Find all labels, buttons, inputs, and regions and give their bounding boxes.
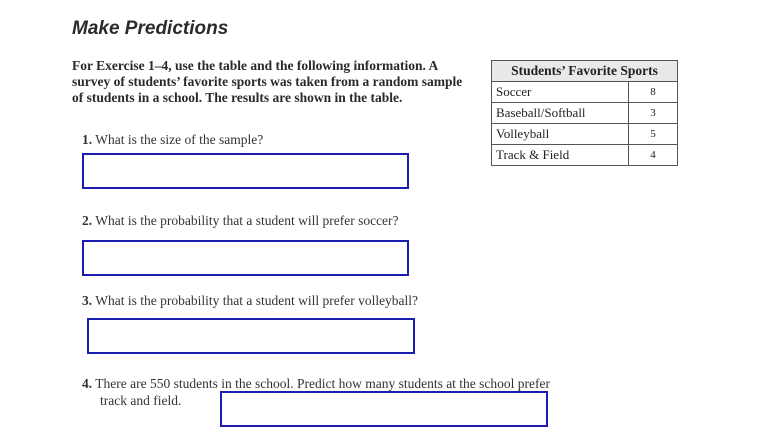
sport-count: 3: [629, 103, 678, 124]
question-4-continued: track and field.: [100, 393, 182, 408]
sport-count: 8: [629, 82, 678, 103]
question-number: 2.: [82, 213, 93, 228]
question-text: What is the probability that a student will prefer volleyball?: [95, 293, 419, 308]
question-2: [82, 213, 399, 229]
question-text: What is the probability that a student will prefer soccer?: [95, 213, 399, 228]
table-row: [492, 124, 678, 145]
favorite-sports-table: [491, 60, 678, 166]
question-number: 4.: [82, 376, 93, 391]
exercise-instructions: For Exercise 1–4, use the table and the following information. A survey of students’ favorite sports was taken from a random sample of students in a school. The results are shown in the table.: [72, 58, 463, 105]
question-4: [82, 376, 550, 392]
sport-name: Baseball/Softball: [492, 103, 629, 124]
table-row: [492, 82, 678, 103]
answer-3-input[interactable]: [87, 318, 415, 354]
table-header: Students’ Favorite Sports: [492, 61, 678, 82]
answer-4-input[interactable]: [220, 391, 548, 427]
sport-count: 4: [629, 145, 678, 166]
answer-2-input[interactable]: [82, 240, 409, 276]
sport-name: Volleyball: [492, 124, 629, 145]
question-text: There are 550 students in the school. Predict how many students at the school prefer: [95, 376, 551, 391]
question-number: 1.: [82, 132, 93, 147]
sport-name: Soccer: [492, 82, 629, 103]
question-number: 3.: [82, 293, 93, 308]
answer-1-input[interactable]: [82, 153, 409, 189]
sport-name: Track & Field: [492, 145, 629, 166]
table-row: [492, 103, 678, 124]
page-title: Make Predictions: [72, 18, 229, 39]
table-row: [492, 145, 678, 166]
sport-count: 5: [629, 124, 678, 145]
question-3: [82, 293, 418, 309]
question-text: What is the size of the sample?: [95, 132, 264, 147]
question-1: [82, 132, 263, 148]
